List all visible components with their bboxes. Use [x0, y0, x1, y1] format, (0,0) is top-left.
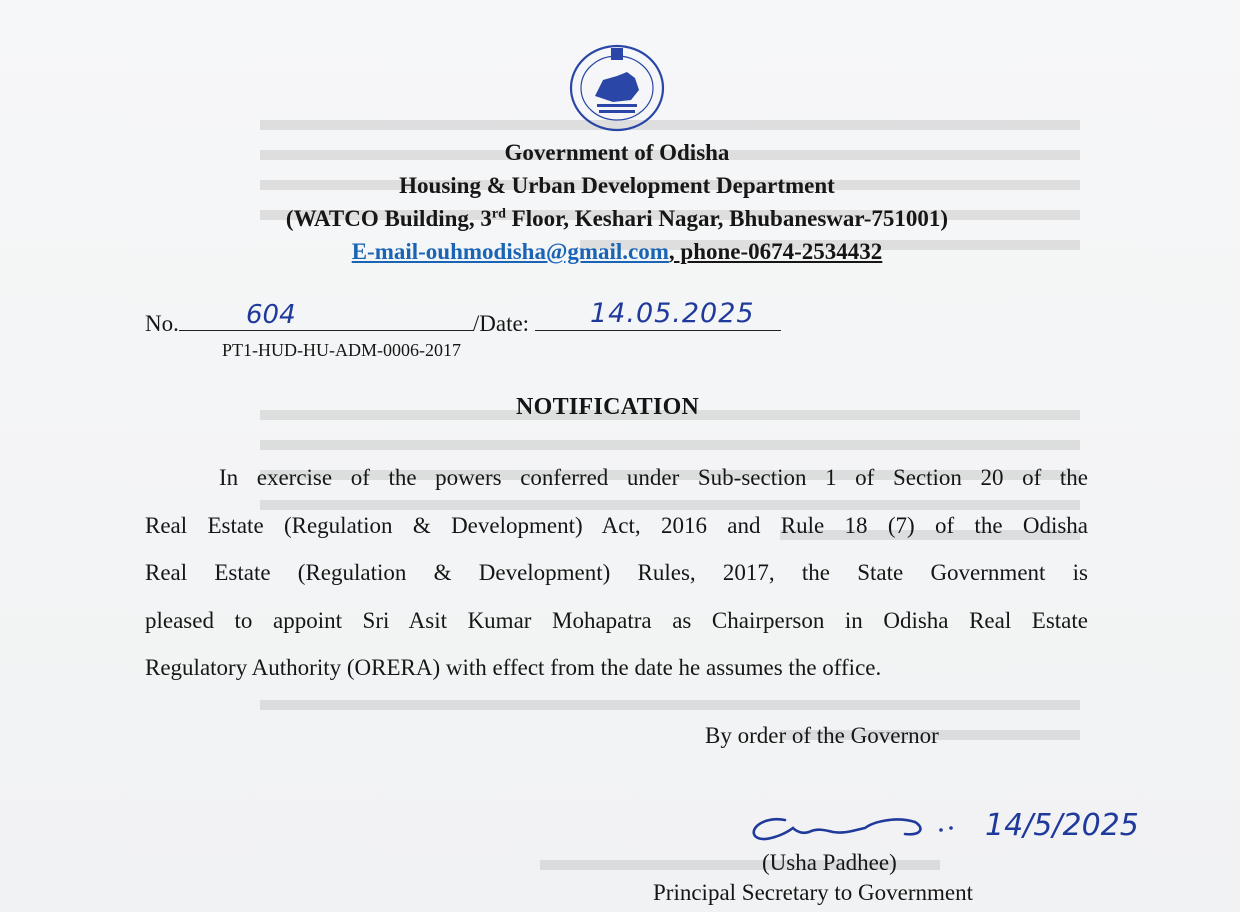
email-link[interactable]: E-mail-ouhmodisha@gmail.com: [351, 239, 669, 264]
department-title: Housing & Urban Development Department: [399, 173, 835, 198]
body-line: Real Estate (Regulation & Development) Act, 2016 and Rule 18 (7) of the Odisha: [145, 512, 1088, 538]
file-reference: PT1-HUD-HU-ADM-0006-2017: [222, 340, 461, 360]
body-line: pleased to appoint Sri Asit Kumar Mohapatra as Chairperson in Odisha Real Estate: [145, 607, 1088, 633]
handwritten-date: 14.05.2025: [590, 298, 755, 329]
department-address: (WATCO Building, 3rd Floor, Keshari Nagar, Bhubaneswar-751001): [285, 206, 949, 231]
contact-line: [0, 239, 1234, 265]
handwritten-number: 604: [246, 300, 296, 330]
government-title: Government of Odisha: [504, 140, 730, 165]
body-line: In exercise of the powers conferred under Sub-section 1 of Section 20 of the: [219, 465, 1088, 490]
signatory-designation: Principal Secretary to Government: [653, 880, 973, 905]
no-label: No.: [145, 311, 179, 336]
body-line: Regulatory Authority (ORERA) with effect from the date he assumes the office.: [145, 655, 882, 681]
body-line: Real Estate (Regulation & Development) Rules, 2017, the State Government is: [145, 560, 1088, 586]
notification-body: [145, 454, 1088, 692]
notification-title: NOTIFICATION: [516, 394, 700, 420]
signatory-name: (Usha Padhee): [762, 850, 897, 875]
phone-number: , phone-0674-2534432: [668, 239, 883, 264]
by-order-line: By order of the Governor: [705, 723, 939, 748]
signature-date: 14/5/2025: [985, 808, 1139, 843]
no-blank: [179, 306, 473, 331]
odisha-emblem-icon: [569, 44, 665, 132]
date-label: /Date:: [472, 311, 530, 336]
